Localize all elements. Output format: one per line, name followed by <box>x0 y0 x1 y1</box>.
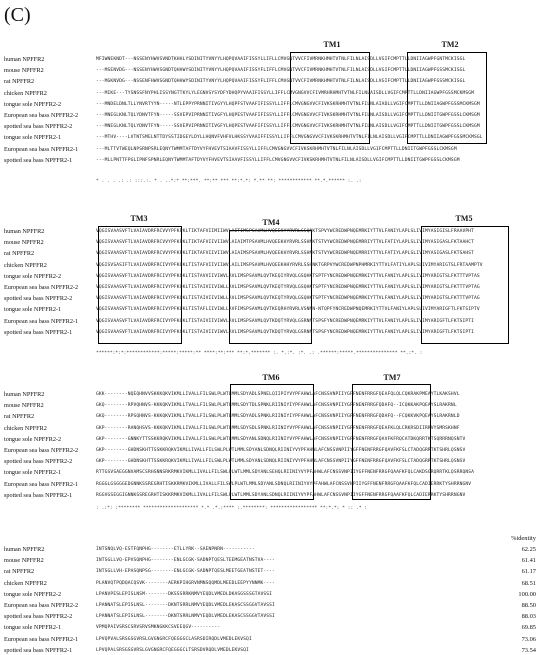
alignment-row <box>0 238 550 247</box>
sequence: ---MNDELDNLTLLYNVRTYYN-----NTLEPPYPRNNITIVGYYLHQPFSTVAAFIFISSYLLIFFLCMVGNGVVCFIVKSKRHMHTVTNLFILNLAIADLLVGIFCMPTTLLDNIIAGWPFGSSMCKMSGM <box>96 101 480 107</box>
sequence: VQGISVAASVFTLVAIAVDRFRCVVYPFKPKLTIKTAFVIIMIIWVLAITIMSPSAVMLHVQEEKYYRVRLSSQNKTSPVYWCREDWPNQEMRKIYTTVLFANIYLAPLSLIVIMYASIGISLFRAAVPHT <box>96 229 475 234</box>
species-name: spotted sea bass NPFFR2-2 <box>4 123 73 131</box>
tm3-label: TM3 <box>130 214 148 223</box>
consensus-line: * . . . .: .: :::.:. * . ..*:* **:***. **:** *** **:*.*: *.** **: ************ **.*.****** :. .: <box>96 179 362 184</box>
sequence: VPMQPAIVSRSCSRVSRVSMKNGKKCSVEEQGV---------- <box>96 625 221 631</box>
alignment-row <box>0 390 550 399</box>
species-name: chicken NPFFR2 <box>4 424 47 432</box>
panel-label: (C) <box>4 4 31 26</box>
identity-value: 73.54 <box>521 646 536 654</box>
species-name: mouse NPFFR2 <box>4 239 44 247</box>
species-name: spotted sea bass NPFFR2-1 <box>4 328 73 336</box>
identity-header: %identity <box>511 535 536 542</box>
identity-value: 62.25 <box>521 546 536 553</box>
alignment-row <box>0 567 550 576</box>
alignment-row <box>0 457 550 466</box>
species-name: tongue sole NPFFR2-2 <box>4 435 62 443</box>
species-name: European sea bass NPFFR2-1 <box>4 145 79 153</box>
species-name: tongue sole NPFFR2-1 <box>4 469 62 477</box>
alignment-row <box>0 156 550 165</box>
sequence: VQGISVSASIFTLVAIAVDRFRCIVYPFKQKLTISTAFVIIVIIWVLAILIMSPSAVMLHVQEEKHHYRVRLSSHNKTGRPVYWCREDWPNPHMRKIYTTVLFATIYLAPLSLIVIMYARIGTSLFRTAAMPTV <box>96 262 483 268</box>
species-name: rat NPFFR2 <box>4 250 35 258</box>
species-name: spotted sea bass NPFFR2-1 <box>4 156 73 164</box>
species-name: human NPFFR2 <box>4 228 45 235</box>
species-name: tongue sole NPFFR2-1 <box>4 624 62 632</box>
species-name: spotted sea bass NPFFR2-1 <box>4 491 73 499</box>
alignment-row <box>0 556 550 565</box>
sequence: ---MIKE---TYSNSSFNYPHLISSYNGTTKYLYLEGNVSYSYDFYDHQPYVAAIFISSYLLIFFLCMVGNGVVCFIVMRHRHMHTVTNLFILNLAISDLLVGIFCMPTTLLDNIIAGWPFGSSMCKMSGM <box>96 90 475 96</box>
alignment-row <box>0 294 550 303</box>
alignment-row <box>0 77 550 86</box>
sequence: PLANVQTPQDQACQSVK--------AERKPIHGRVNMNSQQMDLMEEDLEEPYYNNMK---- <box>96 580 275 586</box>
species-name: spotted sea bass NPFFR2-1 <box>4 646 73 654</box>
sequence: VQGISVAASVFTLVAIAVDRFRCVVYPFKPKLTIKTAFVIIVIIWVLAIAIMSPSAVMLHVQEEKHYRVRLSSHNKTSTVYWCREDWPNQEMRRIYTTVLFATIYLAPLSLIVIMYASIGASLFKTSAHST <box>96 251 475 257</box>
alignment-row <box>0 412 550 421</box>
sequence: LPANVPESLEPISLNSM--------DKSSSRRKNMVYEQDLVMEDLDKASGSSSGTAVSSI <box>96 591 273 597</box>
sequence: ---MLLPNTTFPGLIPNFSPNRLEQNYTWMMTAFTDYVYFHVEVTSIAAVFISSYLLIFFLCMVGNGVVCFIVKSKRHMHTVTNLFILNLAISDLLVGIFCMPTTLLDNIITGWPFGSSLCKMSGM <box>96 157 460 163</box>
alignment-row <box>0 579 550 588</box>
sequence: VQGISVAASVFTLVAIAVDRFRCIVYPFKQKLTISTAIVIIVIWLLAVLIMSPSAVMLQVTKEQTYRVQLGSQHKTSPTFYNCREDWPNQEMRKIYTTVLFANIYLAPLSLIVIMYARIGTSLFKTTTVPTAG <box>96 285 480 290</box>
identity-value: 88.03 <box>521 613 536 621</box>
alignment-row <box>0 272 550 281</box>
species-name: European sea bass NPFFR2-1 <box>4 635 79 643</box>
species-name: tongue sole NPFFR2-1 <box>4 134 62 142</box>
alignment-row <box>0 635 550 644</box>
species-name: mouse NPFFR2 <box>4 557 44 565</box>
sequence: VQGISVAASVFTLVAIAVDRFRCIVYPFKQKLTISTAIVIIVIWVLAVLIMSPSAVMLQVTKDQTYRVQLGSRNNTSPSFYNCREDWPNQEMRKIYTTVLFANIYLAPLSLIVIMYARIGFTLFKTSIPTI <box>96 318 475 324</box>
species-name: tongue sole NPFFR2-2 <box>4 100 62 108</box>
consensus-line: ******:*:*:************:*****:*****:** ****:**:*** **:*.******* :. *.:*. :*. .: .******:*****.*************** **.:*. : <box>96 351 423 356</box>
alignment-row <box>0 100 550 109</box>
species-name: European sea bass NPFFR2-2 <box>4 447 79 454</box>
sequence: GKP--------GHDNSKHTTSSKKRQKVIKMLLIVALLFILSWLPLWTLMMLSDYANLSDNQLRIINIYVYPFAHWLAFCNSSVNPIIYGFFNENFRRGFQAVFKFSLCTADQGRRTKTSHRLQSNSV <box>96 459 466 465</box>
species-name: tongue sole NPFFR2-2 <box>4 590 62 598</box>
sequence: LPVQPALSRSGSGVRSLGVGNGRCFQEGGGCLTSRSDVRQDLVMEDLEKVSQI <box>96 647 249 653</box>
species-name: tongue sole NPFFR2-1 <box>4 306 62 314</box>
sequence: LPANNATSLEPISLNSL--------DKNTSRRLNMVYEQDLVMEDLEKASCSSGGVTAVSSI <box>96 614 275 620</box>
alignment-row <box>0 446 550 455</box>
sequence: ---MNEGLKNLTQLYDNVTFYN-----SSVEPVIPRNNITIVGFYLHQPESTVAAFIFISSYLLIFFLCMVGNGVVCFIVKSKRHMHTVTNLFILNLAISDLLVGIFCMPTTLLDNIITGWPFGSSLCKMSGM <box>96 124 480 130</box>
consensus-line: : .:*: :******** ******************** *.* .*.:**** :.********: ***************** **:*.*: * :: .* : <box>96 506 368 511</box>
identity-value: 100.00 <box>518 590 536 598</box>
species-name: rat NPFFR2 <box>4 413 35 421</box>
alignment-row <box>0 401 550 410</box>
identity-value: 61.17 <box>521 568 536 576</box>
tm4-label: TM4 <box>262 218 280 227</box>
alignment-row <box>0 305 550 314</box>
alignment-row <box>0 66 550 75</box>
alignment-row <box>0 317 550 326</box>
alignment-row <box>0 590 550 599</box>
sequence: RGGGLGSGGGEDGNNKSSREGRHTISKKRMKVIKMLLIVALLFILSWLPLWTLMMLSDYANLSDNQLRIINIYVYPFAHWLAFCNSSVNPIIYGFFNENFRRGFQAAFKFQLCADIERRKTYSHRRNGNV <box>96 481 472 487</box>
alignment-block-4 <box>0 535 550 654</box>
alignment-row <box>0 55 550 64</box>
alignment-row <box>0 89 550 98</box>
alignment-row <box>0 249 550 258</box>
species-name: rat NPFFR2 <box>4 568 35 576</box>
identity-value: 88.50 <box>521 602 536 609</box>
tm1-label: TM1 <box>323 40 341 49</box>
sequence: ---MLTTVTWEQLNPSRNPSRLEQNYTWMMTAFTDYVYFHVEVTSIAAVFISSYLLIFFLCMVGNGVVCFIVKSKRHMHTVTNLFILNLAISDLLVGIFCMPTTLLDNIITGWPFGSSLCKMSGM <box>96 146 457 152</box>
alignment-row <box>0 646 550 655</box>
sequence: GKQ--------RPVQHNVS-KKKQKVIKMLLTVALLFILSWLPLWTLMMLSDYTDLSPNKLRIINIYIYPFAHWLAFCNSSVNPIIYGFFNENFRRGFQDAFQ--ICQKKAKPQEAYSLRAKRNL <box>96 403 457 409</box>
identity-value: 68.51 <box>521 579 536 587</box>
species-name: spotted sea bass NPFFR2-2 <box>4 458 73 466</box>
alignment-block-2 <box>0 214 550 372</box>
species-name: chicken NPFFR2 <box>4 89 47 97</box>
alignment-row <box>0 122 550 131</box>
alignment-row <box>0 480 550 489</box>
species-name: human NPFFR2 <box>4 546 45 553</box>
species-name: European sea bass NPFFR2-1 <box>4 317 79 325</box>
alignment-row <box>0 145 550 154</box>
sequence: INTSGLLVQ-EPVSQNPHG--------ENLGCGK-SADNPTQESLTEEMGEATNSTVA---- <box>96 558 275 564</box>
species-name: mouse NPFFR2 <box>4 67 44 75</box>
sequence: VQGISVAASVFTLVAIAVDRFRCIVYPFKQKLTISTAIVIIVIWVLAVLIMSPSAVMLQVTKDQTYRVQLGSRNNTSPSFYNCREDWPNQEMRKIYTTVLFANIYLAPLSLIVIMYARIGFTLFKTSIPTI <box>96 329 475 335</box>
alignment-row <box>0 424 550 433</box>
alignment-row <box>0 133 550 142</box>
species-name: European sea bass NPFFR2-2 <box>4 112 79 119</box>
species-name: chicken NPFFR2 <box>4 261 47 269</box>
sequence: VQGISVAASVFTLVAIAVDRFRCIVYPFKQKLTISTAFLIIVIWLLAVFIMSPSAVMLQVTKEQRHYRVRLVSNNN-NTQPFYNCREDWPNQEMRKIYTTVLFANIYLAPLSLIVIMYARIGFTLFKTSIPTV <box>96 307 480 313</box>
identity-value: 61.41 <box>521 557 536 565</box>
tm6-label: TM6 <box>262 373 280 382</box>
alignment-row <box>0 435 550 444</box>
sequence: ---MGKNVDG---NSSENFHWVSGNDTQHHWYSDINITYVNYYLHQPQVAAIFISSYFLIFFLCMVGNTVVCFIVMRNKHMHTVTNLFILNLAISDLLVGIFCMPTTLLDNIIAGWPFGSSMCKISGL <box>96 79 466 85</box>
tm5-label: TM5 <box>455 214 473 223</box>
alignment-row <box>0 261 550 270</box>
species-name: European sea bass NPFFR2-1 <box>4 480 79 488</box>
sequence: LPANNATSLEPISLNSL--------DKNTSRRLNMVYEQDLVMEDLEKASCSSGGVTAVSSI <box>96 603 275 608</box>
sequence: VQGISVAASVFTLVAIAVDRFRCIVYPFKQKLTISTAVVIIVIWVLAVLIMSPSAVMLQVTKEQIYRVQLGSQHKTSPTFYNCREDWPNQEMRKIYTTVLFANIYLAPLSLIVIMYARIGTSLFKTTTVPTAS <box>96 273 480 279</box>
species-name: spotted sea bass NPFFR2-2 <box>4 295 73 303</box>
alignment-row <box>0 491 550 500</box>
species-name: human NPFFR2 <box>4 391 45 398</box>
sequence: GKQ--------RPSQHNVS-KKKQKVIKMLLTVALLFILSWLPLWTLMMLSDYADLSPNKLRIINIYIYPFAHWLAFCNSSVNPIIYGFFNENFRRGFQDAFQ--FCQKKVKPQEAYSLRAKRNLD <box>96 414 460 420</box>
identity-value: 73.06 <box>521 635 536 643</box>
species-name: chicken NPFFR2 <box>4 579 47 587</box>
alignment-block-1 <box>0 40 550 198</box>
alignment-row <box>0 328 550 337</box>
alignment-row <box>0 601 550 610</box>
sequence: GKP--------RANQHSVS-KKKQKVIKMLLIVALLFILSWLPLWTLMMLSDYSDLSPNKLRIINIYVYPFAHWLAFCNSSVNPIIYGFFNENFRRGFQEAFKLQLCRKRSDIIRRVYSMRSKHNF <box>96 425 460 431</box>
sequence: ---MTHV----LVTNTSMELNTTDYSSTIDGEYLDYLLHQNVFVHFVLHKSSYVAAIFFISSYLLIFFLCMVGNGVVCFIVKSKRHMHTVTNLFILNLAISDLLVGIFCMPTTLLDNIIAGWPFGSSMCKMSGL <box>96 135 483 141</box>
identity-value: 69.85 <box>521 624 536 632</box>
alignment-row <box>0 623 550 632</box>
sequence: GKP--------GNNKYTTSSKKRQKVIKMLLIVALLFILSWLPLWTLMMLSDYANLSDNQLRIINIYVYPFAHWLAFCNSSVNPIIYGFFNENFRRGFQAVFKFRQCATDKQRRTKTSQRRRNQSNTV <box>96 436 466 442</box>
species-name: human NPFFR2 <box>4 56 45 63</box>
species-name: tongue sole NPFFR2-2 <box>4 272 62 280</box>
alignment-row <box>0 227 550 236</box>
sequence: INTSGLLVH-EPASQNPSG--------ENLGCGK-SADNPTQESLMEETGEATNSTET---- <box>96 569 275 575</box>
sequence: INTSNQLVQ-ESTFQNPHG--------ETLLYRK--SAENPNRN----------- <box>96 547 255 552</box>
sequence: RTTGSVSAEGGNVAMSCSRHSNNSRKRMKVIKMLLIVALLFILSWLPLWTLMMLSDYANLSEHQLRIINIYVYPFAHWLAFCNSSVNPIIYGFFNENFRRGFQAAFKFQLCAKDSGRQRRTKLQSRRQNSA <box>96 470 475 476</box>
sequence: GKP--------GHDNSKHTTSSKKRQKVIKMLLIVALLFILSWLPLWTLMMLSDYANLSDNQLRIINIYVYPFAHWLAFCNSSVNPIIYGFFNENFRRGFQAVFKFSLCTADQGRRTKTSHRLQSNSV <box>96 448 466 453</box>
alignment-row <box>0 545 550 554</box>
sequence: VQGISVAASVFTLVAIAVDRFRCVVYPFKPKLTIKTAFVIIVIIWVLAIAIMTPSAVMLHVQEEKHYRVRLSSHNKTSTVYWCREDWPNQEMRRIYTTVLFATIYLAPLSLIVIMYASIGASLFKTAAHCT <box>96 240 475 246</box>
alignment-row <box>0 283 550 292</box>
species-name: European sea bass NPFFR2-2 <box>4 284 79 291</box>
sequence: RGGVGSEGGIGNNKSSREGRHTISKKRMKVIKMLLIVALLFILSWLPLWTLMMLSDYANLSDNQLRIINIYVYPFAHWLAFCNSSVNPIIYGFFNENFRRGFQAAFKFQLCADIERRKTYSHRRNGNV <box>96 492 466 498</box>
sequence: LPVQPVALSRSGSGVRSLGVGNGRCFQEGGGCLASRSDIRQDLVMEDLEKVSQI <box>96 636 252 642</box>
sequence: ---MNEGLKNLTQLYDNVTFYN-----SSVEPVIPRNNITIVGFYLHQPESTVAAFIFISSYLLIFFLCMVGNGVVCFIVKSKRHMHTVTNLFILNLAISDLLVGIFCMPTTLLDNIITGWPFGSSLCKMSGM <box>96 113 480 118</box>
alignment-row <box>0 111 550 120</box>
species-name: spotted sea bass NPFFR2-2 <box>4 613 73 621</box>
alignment-row <box>0 612 550 621</box>
tm2-label: TM2 <box>441 40 459 49</box>
alignment-row <box>0 468 550 477</box>
sequence: MFIWNEKNDT---NSSENYHWVSVNDTKHHLYSDINITYVNYYLHQPQVAAIFISSYLLIFLLCMVGNTVVCFIVMRNKHMHTVTNLFILNLAISDLLVGIFCMPTTLLDNIIAGWPFGNTMCKISGL <box>96 57 466 62</box>
species-name: mouse NPFFR2 <box>4 402 44 410</box>
sequence: VQGISVAASVFTLVAIAVDRFRCIVYPFKQKLTISTAIVIIVIWLLAVLIMSPSAVMLQVTKEQTYRVQLGSQHKTSPTFYNCREDWPNQEMRKIYTTVLFANIYLAPLSLIVIMYARIGTSLFKTTTVPTAG <box>96 296 480 302</box>
species-name: rat NPFFR2 <box>4 78 35 86</box>
sequence: GKK--------NQEQHNVVSKKKQKVIKMLLIVALLFILSWLPLWTLMMLSDYADLSPNELQIIPIYVYPFAHWLAFCNSSVNPIIYGFFNENFRRGFQEAFQLQLCQKRAKPMEAYTLKAKSHVL <box>96 392 460 397</box>
species-name: European sea bass NPFFR2-2 <box>4 602 79 609</box>
tm7-label: TM7 <box>383 373 401 382</box>
sequence: ---MSENVDG---NSSENYHWVSGNDTQHHWYSDINITYVNYYLHQPQVAAIFISSYFLIFFLCMVGNTVVCFIVMRNKHMHTVTNLFILNLAISDLLVGIFCMPTTLLDNIIAGWPFGSSMCKISGL <box>96 68 466 74</box>
